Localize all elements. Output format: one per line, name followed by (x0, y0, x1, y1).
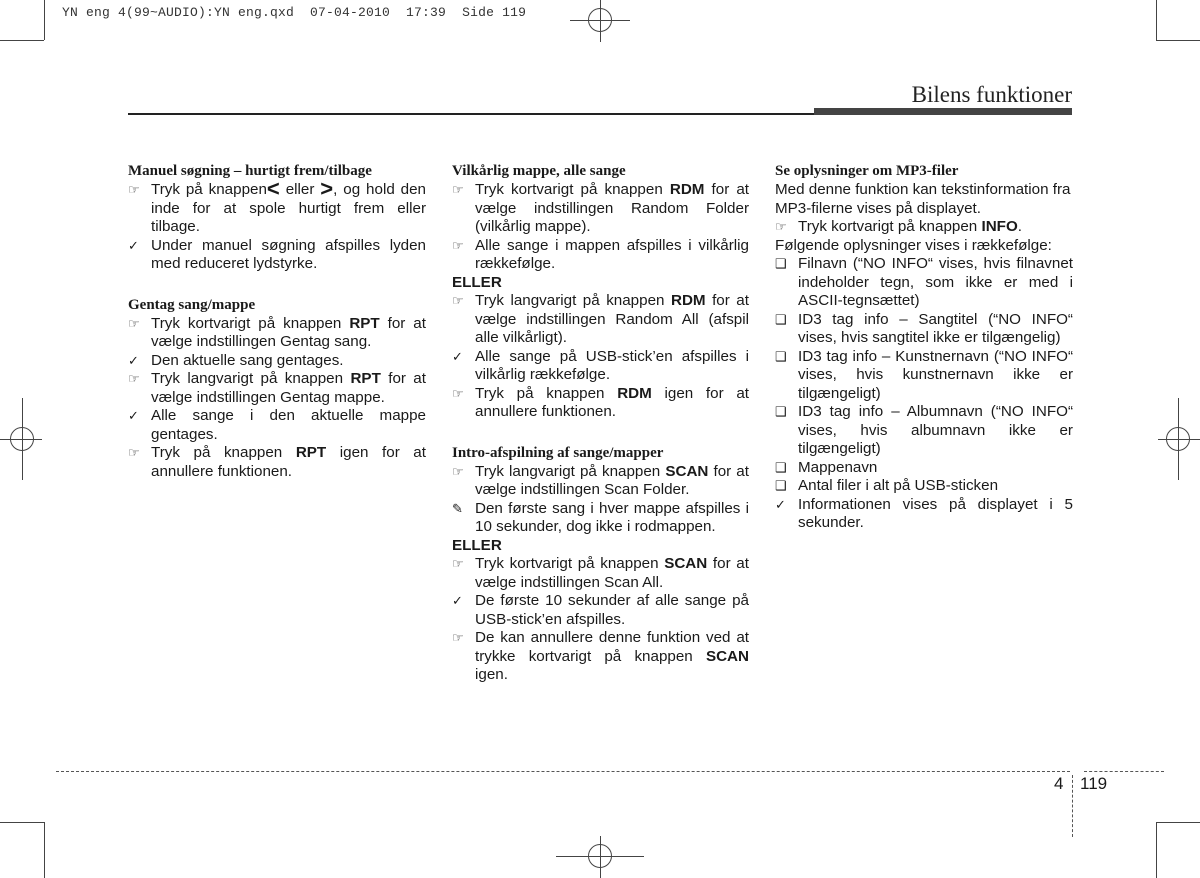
list-item: ✓ Under manuel søgning afspilles lyden med reduceret lydstyrke. (128, 236, 426, 272)
list-item: ☞ Tryk på knappen RPT igen for at annullere funktionen. (128, 444, 426, 480)
crop-mark (44, 0, 45, 40)
pointing-hand-icon: ☞ (128, 371, 140, 386)
list-item: ✓ De første 10 sekunder af alle sange på USB-stick’en afspilles. (452, 592, 749, 628)
list-item: ☞ Tryk kortvarigt på knappen RDM for at vælge indstillingen Random Folder (vilkårlig mappe). (452, 181, 749, 235)
column-2 (452, 162, 749, 685)
list-item: ☞ Tryk langvarigt på knappen RDM for at vælge indstillingen Random All (afspil alle vilkårligt). (452, 292, 749, 346)
crop-mark (1156, 40, 1200, 41)
page-number: 119 (1080, 774, 1108, 793)
checkbox-icon: ❑ (775, 311, 787, 327)
list-item: ✓ Alle sange i den aktuelle mappe gentages. (128, 407, 426, 443)
crop-mark (1156, 822, 1157, 878)
header-rule-accent (814, 108, 1072, 115)
registration-mark (0, 439, 42, 440)
pointing-hand-icon: ☞ (452, 556, 464, 571)
list-item: ✓ Den aktuelle sang gentages. (128, 351, 344, 369)
list-item: ☞ Tryk kortvarigt på knappen SCAN for at vælge indstillingen Scan All. (452, 555, 749, 591)
or-label: ELLER (452, 273, 502, 291)
button-name: RPT (350, 370, 381, 387)
checkmark-icon: ✓ (775, 496, 786, 512)
button-name: RPT (349, 314, 380, 332)
crop-mark (1156, 822, 1200, 823)
list-item: ✓ Informationen vises på displayet i 5 sekunder. (775, 495, 1073, 531)
heading-repeat: Gentag sang/mappe (128, 296, 256, 313)
crop-mark (0, 40, 44, 41)
button-name: RPT (295, 444, 327, 461)
column-3 (775, 162, 1073, 533)
registration-mark (600, 0, 601, 42)
checkmark-icon: ✓ (452, 593, 463, 608)
pointing-hand-icon: ☞ (775, 219, 787, 234)
checkbox-icon: ❑ (775, 404, 787, 419)
button-name: SCAN (705, 647, 749, 665)
heading-intro-scan: Intro-afspilning af sange/mapper (452, 444, 664, 461)
list-item: ☞ De kan annullere denne funktion ved at trykke kortvarigt på knappen SCAN igen. (452, 629, 749, 683)
registration-mark (556, 856, 644, 857)
list-item: ☞ Tryk på knappen< eller >, og hold den inde for at spole hurtigt frem eller tilbage. (128, 176, 426, 235)
heading-mp3-info: Se oplysninger om MP3-filer (775, 163, 959, 179)
or-label: ELLER (452, 536, 502, 554)
pointing-hand-icon: ☞ (452, 182, 464, 197)
list-item: ☞ Tryk på knappen RDM igen for at annullere funktionen. (452, 384, 749, 420)
pointing-hand-icon: ☞ (452, 237, 464, 253)
crop-mark (1156, 0, 1157, 40)
button-name: INFO (981, 218, 1018, 235)
pointing-hand-icon: ☞ (128, 182, 140, 197)
list-item: ☞ Tryk kortvarigt på knappen RPT for at vælge indstillingen Gentag sang. (128, 314, 426, 350)
button-name: SCAN (665, 462, 709, 480)
list-item: ❑ Filnavn (“NO INFO“ vises, hvis filnavnet indeholder tegn, som ikke er med i ASCII-tegnsættet) (775, 255, 1073, 309)
pointing-hand-icon: ☞ (452, 630, 464, 645)
pointing-hand-icon: ☞ (128, 315, 140, 331)
list-item: ☞ Tryk langvarigt på knappen RPT for at vælge indstillingen Gentag mappe. (128, 370, 426, 406)
button-name: SCAN (664, 555, 708, 572)
registration-mark (1158, 439, 1200, 440)
checkmark-icon: ✓ (128, 237, 139, 253)
pointing-hand-icon: ☞ (128, 445, 140, 460)
checkmark-icon: ✓ (452, 348, 463, 364)
crop-mark (0, 822, 44, 823)
list-item: ❑ Antal filer i alt på USB-sticken (775, 477, 999, 494)
pencil-icon: ✎ (452, 500, 463, 516)
arrow-right-icon: > (320, 176, 334, 201)
button-name: RDM (617, 384, 652, 402)
paragraph: Følgende oplysninger vises i rækkefølge: (775, 236, 1052, 254)
checkbox-icon: ❑ (775, 256, 787, 271)
list-item: ✓ Alle sange på USB-stick’en afspilles i vilkårlig rækkefølge. (452, 347, 749, 383)
footer-rule (1084, 771, 1164, 772)
pointing-hand-icon: ☞ (452, 463, 464, 479)
list-item: ❑ ID3 tag info – Sangtitel (“NO INFO“ vises, hvis sangtitel ikke er tilgængelig) (775, 310, 1073, 346)
crop-mark (44, 822, 45, 878)
footer-rule (56, 771, 1070, 772)
checkbox-icon: ❑ (775, 459, 787, 475)
button-name: RDM (670, 292, 706, 309)
list-item: ❑ Mappenavn (775, 458, 878, 476)
pointing-hand-icon: ☞ (452, 385, 464, 401)
column-1 (128, 162, 426, 481)
pointing-hand-icon: ☞ (452, 293, 464, 308)
heading-random: Vilkårlig mappe, alle sange (452, 163, 626, 179)
list-item: ❑ ID3 tag info – Kunstnernavn (“NO INFO“ vises, hvis kunstnernavn ikke er tilgængeligt) (775, 347, 1073, 402)
button-name: RDM (669, 181, 705, 198)
checkmark-icon: ✓ (128, 408, 139, 423)
checkbox-icon: ❑ (775, 478, 787, 493)
registration-mark (600, 836, 601, 878)
chapter-number: 4 (1054, 774, 1064, 793)
header-rule (128, 113, 814, 115)
list-item: ❑ ID3 tag info – Albumnavn (“NO INFO“ vises, hvis albumnavn ikke er tilgængeligt) (775, 403, 1073, 457)
section-title: Bilens funktioner (911, 82, 1072, 107)
registration-mark (570, 20, 630, 21)
checkmark-icon: ✓ (128, 352, 139, 368)
heading-manual-search: Manuel søgning – hurtigt frem/tilbage (128, 163, 372, 179)
footer-divider (1072, 775, 1073, 837)
print-slug: YN eng 4(99~AUDIO):YN eng.qxd 07-04-2010 17:39 Side 119 (62, 5, 527, 20)
paragraph: Med denne funktion kan tekstinformation fra MP3-filerne vises på displayet. (775, 181, 1071, 217)
list-item: ☞ Alle sange i mappen afspilles i vilkårlig rækkefølge. (452, 236, 749, 272)
list-item: ☞ Tryk langvarigt på knappen SCAN for at vælge indstillingen Scan Folder. (452, 462, 749, 498)
checkbox-icon: ❑ (775, 348, 787, 364)
list-item: ✎ Den første sang i hver mappe afspilles i 10 sekunder, dog ikke i rodmappen. (452, 499, 749, 535)
arrow-left-icon: < (266, 176, 280, 201)
list-item: ☞ Tryk kortvarigt på knappen INFO. (775, 218, 1022, 235)
